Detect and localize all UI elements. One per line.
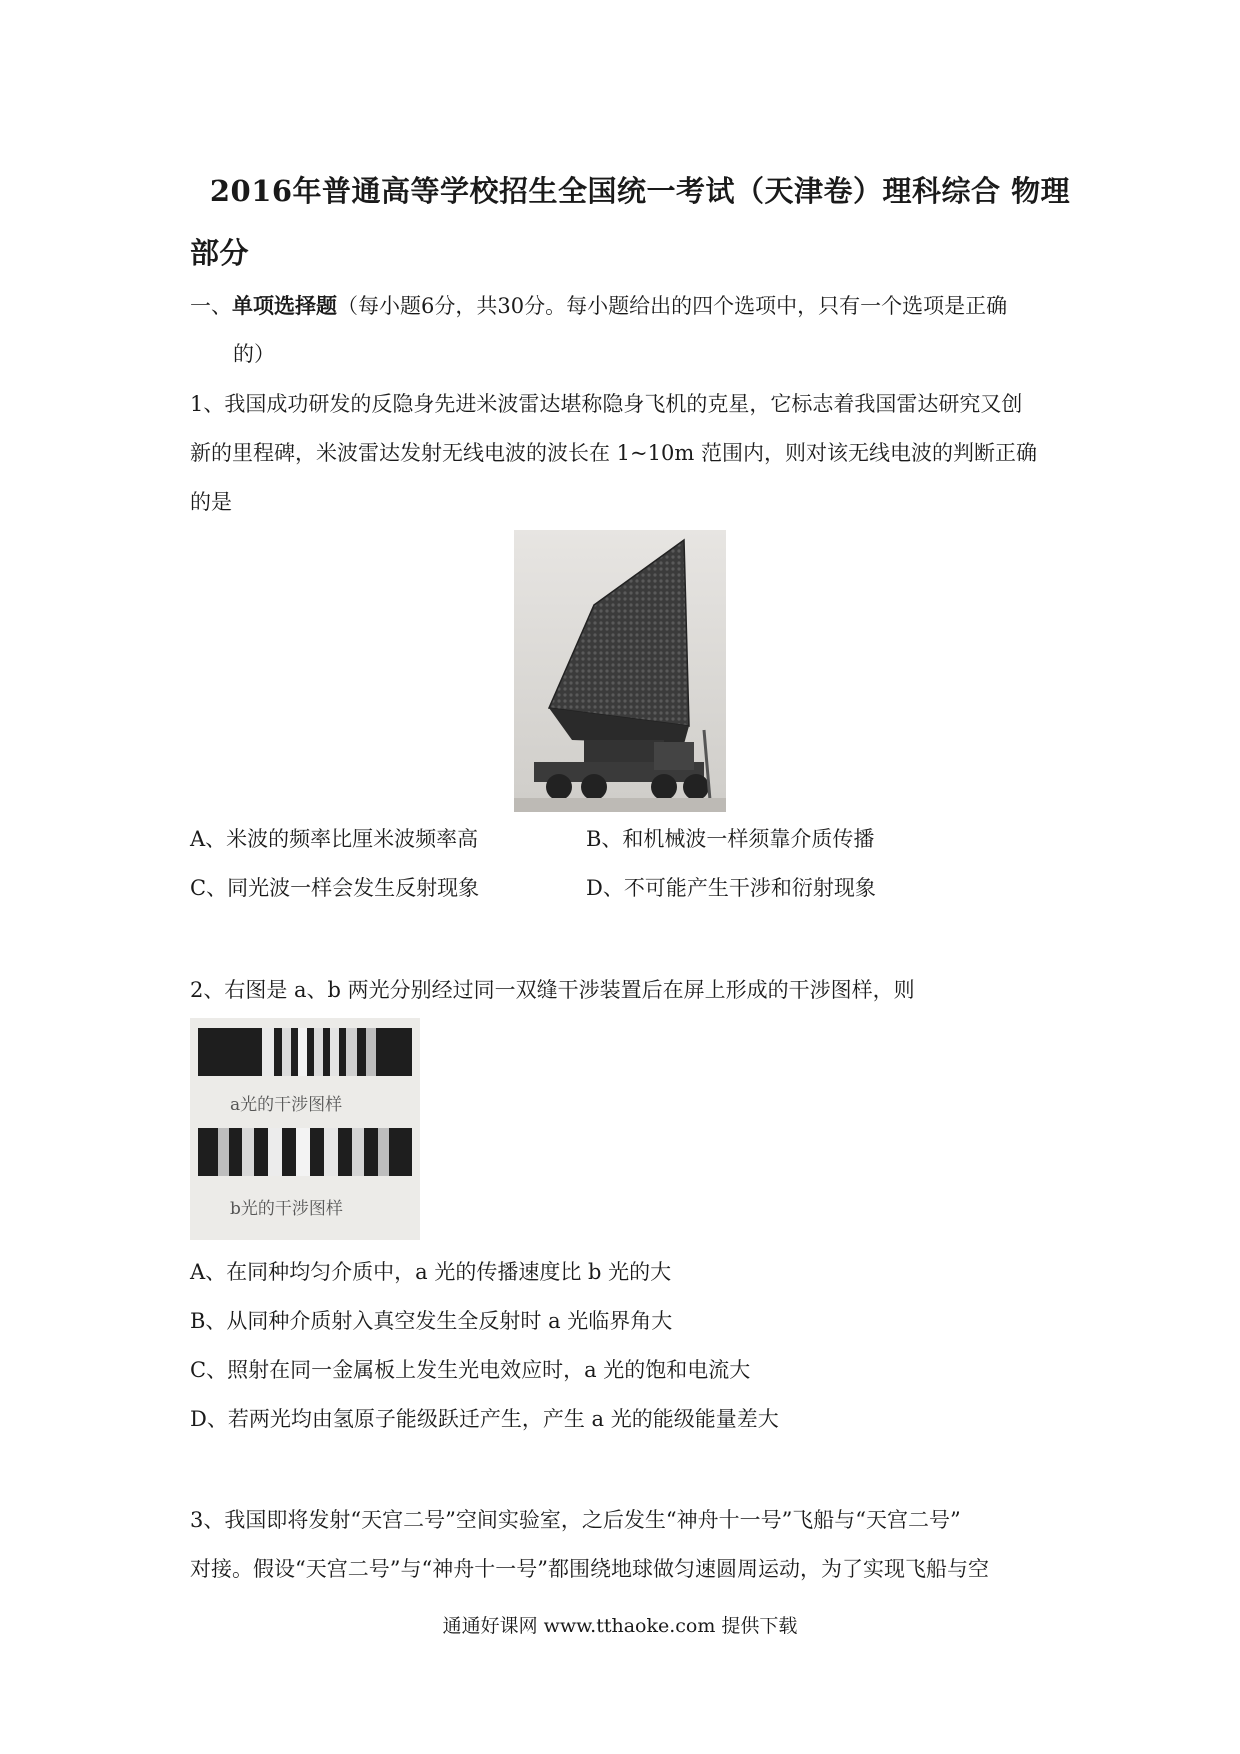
section-heading <box>190 281 1080 331</box>
caption-b: b光的干涉图样 <box>230 1199 343 1219</box>
q1-line3: 的是 <box>190 490 232 514</box>
footer-source: 通通好课网 www.tthaoke.com 提供下载 <box>442 1615 798 1637</box>
q1-option-b: B、和机械波一样须靠介质传播 <box>586 827 875 851</box>
exam-title-line2: 部分 <box>190 236 250 270</box>
section-name: 单项选择题 <box>232 293 337 318</box>
exam-title <box>190 160 1090 284</box>
q3-line2: 对接。假设“天宫二号”与“神舟十一号”都围绕地球做匀速圆周运动，为了实现飞船与空 <box>190 1557 989 1581</box>
q2-stem: 2、右图是 a、b 两光分别经过同一双缝干涉装置后在屏上形成的干涉图样，则 <box>190 978 915 1002</box>
section-prefix: 一、 <box>190 294 232 318</box>
exam-title-line1: 2016年普通高等学校招生全国统一考试（天津卷）理科综合 物理 <box>209 174 1071 208</box>
q1-option-a: A、米波的频率比厘米波频率高 <box>190 827 479 851</box>
q2-option-b: B、从同种介质射入真空发生全反射时 a 光临界角大 <box>190 1309 673 1333</box>
q2-option-d: D、若两光均由氢原子能级跃迁产生，产生 a 光的能级能量差大 <box>190 1407 779 1431</box>
q1-option-c: C、同光波一样会发生反射现象 <box>190 876 480 900</box>
q1-line2: 新的里程碑，米波雷达发射无线电波的波长在 1~10m 范围内，则对该无线电波的判断正确 <box>190 441 1037 465</box>
section-desc: （每小题6分，共30分。每小题给出的四个选项中，只有一个选项是正确 <box>337 294 1008 318</box>
pattern-b <box>198 1128 412 1176</box>
interference-patterns-figure <box>190 1018 420 1240</box>
section-desc-cont: 的） <box>233 342 275 366</box>
radar-photo <box>514 530 726 812</box>
q2-option-c: C、照射在同一金属板上发生光电效应时，a 光的饱和电流大 <box>190 1358 751 1382</box>
q1-line1: 1、我国成功研发的反隐身先进米波雷达堪称隐身飞机的克星，它标志着我国雷达研究又创 <box>190 392 1023 416</box>
q3-line1: 3、我国即将发射“天宫二号”空间实验室，之后发生“神舟十一号”飞船与“天宫二号” <box>190 1508 961 1532</box>
caption-a: a光的干涉图样 <box>230 1095 343 1115</box>
q1-option-d: D、不可能产生干涉和衍射现象 <box>586 876 876 900</box>
pattern-a <box>198 1028 412 1076</box>
q2-option-a: A、在同种均匀介质中，a 光的传播速度比 b 光的大 <box>190 1260 672 1284</box>
